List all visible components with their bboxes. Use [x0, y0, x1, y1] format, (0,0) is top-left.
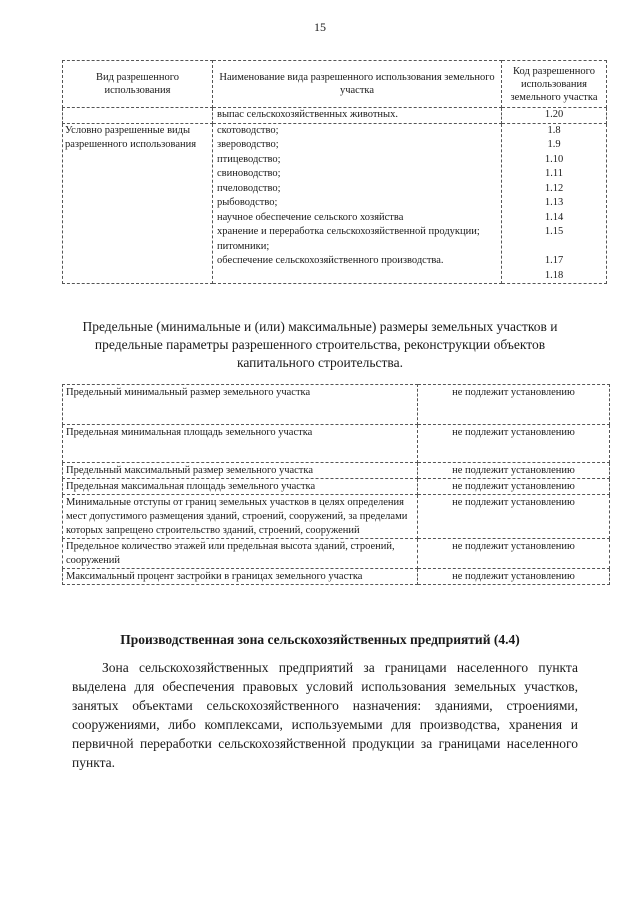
first-row-code: 1.20 [502, 108, 607, 124]
table-row [63, 108, 607, 124]
permitted-use-table [62, 60, 607, 284]
zone-heading: Производственная зона сельскохозяйственных предприятий (4.4) [120, 632, 520, 647]
table-row [63, 569, 610, 585]
zone-paragraph [72, 658, 578, 772]
code-value: 1.11 [545, 168, 563, 179]
table-header-row [63, 61, 607, 108]
list-item: рыбоводство; [217, 197, 278, 208]
code-value: 1.17 [544, 255, 564, 266]
list-item: птицеводство; [217, 153, 281, 165]
code-value: 1.10 [544, 153, 564, 165]
conditional-use-codes [502, 123, 607, 284]
conditional-use-type: Условно разрешенные виды разрешенного использования [63, 123, 213, 284]
list-item: свиноводство; [217, 168, 281, 179]
table-row [63, 425, 610, 463]
value-cell: не подлежит установлению [418, 479, 610, 495]
table-row [63, 479, 610, 495]
list-item: хранение и переработка сельскохозяйственной продукции; [217, 226, 480, 237]
code-value: 1.15 [544, 226, 564, 237]
code-value: 1.14 [544, 211, 564, 223]
list-item: пчеловодство; [217, 182, 281, 194]
list-item: питомники; [217, 240, 270, 252]
header-use-code: Код разрешенного использования земельного участка [502, 61, 607, 108]
list-item: научное обеспечение сельского хозяйства [217, 211, 404, 223]
header-use-name: Наименование вида разрешенного использования земельного участка [213, 61, 502, 108]
zone-paragraph-text: Зона сельскохозяйственных предприятий за границами населенного пункта выделена для обеспечения правовых условий использования земельных участков, занятых объектами сельскохозяйственного назначения: зданиями, строениями, сооружениями, либо комплексами, используемыми для производства, хранения и первичной переработки сельскохозяйственной продукции за границами населенного пункта. [72, 660, 578, 770]
param-cell: Предельная максимальная площадь земельного участка [63, 479, 418, 495]
list-item: обеспечение сельскохозяйственного производства. [217, 255, 444, 266]
param-cell: Предельный максимальный размер земельного участка [63, 463, 418, 479]
conditional-use-list [213, 123, 502, 284]
code-value: 1.18 [544, 269, 564, 281]
code-value: 1.13 [544, 197, 564, 208]
code-value: 1.12 [544, 182, 564, 194]
table-row [63, 463, 610, 479]
list-item: скотоводство; [217, 124, 279, 136]
table-row [63, 495, 610, 539]
value-cell: не подлежит установлению [418, 385, 610, 425]
table-row [63, 385, 610, 425]
value-cell: не подлежит установлению [418, 569, 610, 585]
value-cell: не подлежит установлению [418, 463, 610, 479]
value-cell: не подлежит установлению [418, 539, 610, 569]
param-cell: Максимальный процент застройки в границах земельного участка [63, 569, 418, 585]
list-item: звероводство; [217, 139, 279, 150]
first-row-type [63, 108, 213, 124]
param-cell: Предельная минимальная площадь земельного участка [63, 425, 418, 463]
page-number: 15 [314, 20, 326, 34]
value-cell: не подлежит установлению [418, 425, 610, 463]
table-row [63, 539, 610, 569]
header-use-type: Вид разрешенного использования [63, 61, 213, 108]
param-cell: Предельное количество этажей или предельная высота зданий, строений, сооружений [63, 539, 418, 569]
first-row-name: выпас сельскохозяйственных животных. [213, 108, 502, 124]
table-row [63, 123, 607, 284]
param-cell: Предельный минимальный размер земельного участка [63, 385, 418, 425]
code-value: 1.9 [547, 139, 561, 150]
value-cell: не подлежит установлению [418, 495, 610, 539]
code-value: 1.8 [547, 124, 561, 136]
limits-heading: Предельные (минимальные и (или) максимальные) размеры земельных участков и предельные параметры разрешенного строительства, реконструкции объектов капитального строительства. [82, 319, 558, 370]
limits-table [62, 384, 610, 585]
param-cell: Минимальные отступы от границ земельных участков в целях определения мест допустимого размещения зданий, строений, сооружений, за пределами которых запрещено строительство зданий, строений, сооружений [63, 495, 418, 539]
